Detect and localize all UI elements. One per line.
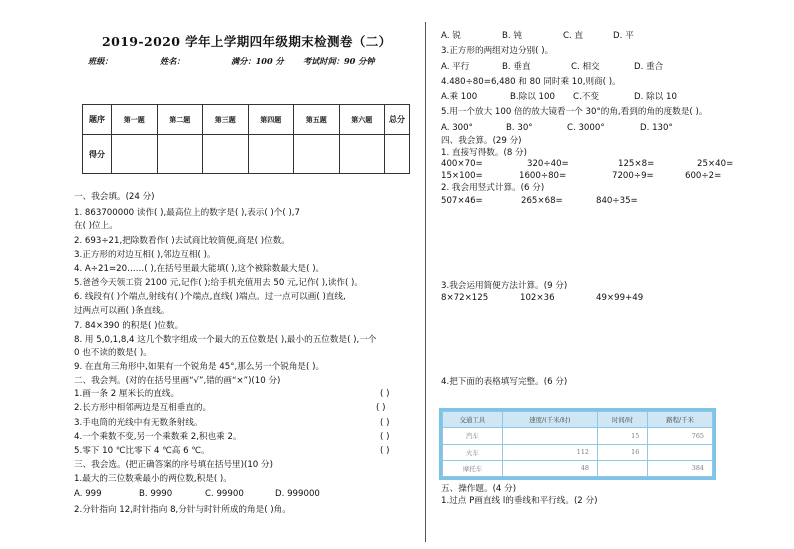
oral-calc: 125×8= [618,159,655,169]
judge-paren: ( ) [380,418,390,428]
choice-3-option-d: D. 重合 [634,62,664,72]
table-cell: 765 [648,428,713,444]
choice-4: 4.480÷80=6,480 和 80 同时乘 10,则商( )。 [441,77,621,87]
simple-calc: 8×72×125 [441,293,489,303]
question-3: 3.正方形的对边互相( ),邻边互相( )。 [74,250,216,260]
question-2: 2. 693÷21,把除数看作( )去试商比较简便,商是( )位数。 [74,236,290,246]
choice-2: 2.分针指向 12,时针指向 8,分针与时针所成的角是( )角。 [74,505,291,515]
choice-4-option-c: C.不变 [573,92,599,102]
judge-paren: ( ) [380,389,390,399]
score-header-cell: 第一题 [112,105,158,135]
table-cell[interactable] [598,460,648,476]
section-4-part-2: 2. 我会用竖式计算。(6 分) [441,183,545,193]
section-4-part-3: 3.我会运用简便方法计算。(9 分) [441,281,568,291]
judge-item: 4.一个乘数不变,另一个乘数乘 2,积也乘 2。 [74,432,242,442]
table-cell[interactable] [502,428,597,444]
column-divider [425,22,426,542]
oral-calc: 400×70= [441,159,483,169]
simple-calc: 102×36 [520,293,555,303]
choice-4-option-a: A.乘 100 [441,92,478,102]
full-score: 满分：100 分 [231,56,284,66]
table-cell: 48 [502,460,597,476]
choice-2-option-b: B. 钝 [502,31,522,41]
judge-item: 3.手电筒的光线中有无数条射线。 [74,418,203,428]
choice-3-option-c: C. 相交 [571,62,600,72]
score-table [82,104,410,174]
choice-5-option-a: A. 300° [441,123,473,133]
choice-3-option-b: B. 垂直 [502,62,531,72]
transport-table [439,408,716,480]
oral-calc: 7200÷9= [612,171,654,181]
table-header-cell: 时间/时 [598,412,648,428]
score-header-cell: 第四题 [248,105,294,135]
question-8-cont: 0 也不读的数是( )。 [74,348,152,358]
table-cell[interactable] [648,444,713,460]
score-cell[interactable] [157,135,203,174]
table-cell: 摩托车 [443,460,503,476]
score-header-cell: 第三题 [203,105,249,135]
judge-paren: ( ) [380,446,390,456]
simple-calc: 49×99+49 [596,293,644,303]
choice-2-option-a: A. 锐 [441,31,461,41]
question-9: 9. 在直角三角形中,如果有一个锐角是 45°,那么另一个锐角是( )。 [74,362,325,372]
section-1-title: 一、我会填。(24 分) [74,192,155,202]
question-1: 1. 863700000 读作( ),最高位上的数字是( ),表示( )个( ),7 [74,208,301,218]
score-header-cell: 第二题 [157,105,203,135]
choice-2-option-c: C. 直 [563,31,584,41]
table-cell: 火车 [443,444,503,460]
score-cell[interactable] [294,135,340,174]
score-cell[interactable] [112,135,158,174]
oral-calc: 25×40= [697,159,734,169]
section-3-title: 三、我会选。(把正确答案的序号填在括号里)(10 分) [74,460,273,470]
score-cell[interactable] [203,135,249,174]
page-title: 2019-2020 学年上学期四年级期末检测卷（二） [102,34,392,49]
oral-calc: 1600÷80= [519,171,567,181]
table-cell: 112 [502,444,597,460]
vertical-calc: 507×46= [441,196,483,206]
question-6: 6. 线段有( )个端点,射线有( )个端点,直线( )端点。过一点可以画( )直线, [74,292,346,302]
question-8: 8. 用 5,0,1,8,4 这几个数字组成一个最大的五位数是( ),最小的五位数是( ),一个 [74,335,377,345]
choice-5-option-b: B. 30° [506,123,533,133]
oral-calc: 600÷2= [685,171,722,181]
score-cell[interactable] [385,135,410,174]
class-label: 班级： [88,56,113,66]
table-header-cell: 路程/千米 [648,412,713,428]
section-2-title: 二、我会判。(对的在括号里画“√”,错的画“×”)(10 分) [74,376,281,386]
oral-calc: 320÷40= [527,159,569,169]
question-4: 4. A÷21=20……( ),在括号里最大能填( ),这个被除数最大是( )。 [74,264,325,274]
judge-item: 2.长方形中相邻两边是互相垂直的。 [74,403,212,413]
choice-1-option-c: C. 99900 [205,489,244,499]
score-cell[interactable] [248,135,294,174]
question-7: 7. 84×390 的积是( )位数。 [74,321,184,331]
table-header-cell: 交通工具 [443,412,503,428]
judge-paren: ( ) [376,403,386,413]
vertical-calc: 840÷35= [596,196,638,206]
choice-4-option-d: D. 除以 10 [634,92,677,102]
choice-3: 3.正方形的两组对边分别( )。 [441,46,554,56]
table-cell: 16 [598,444,648,460]
section-4-title: 四、我会算。(29 分) [441,136,522,146]
oral-calc: 15×100= [441,171,483,181]
score-header-cell: 第五题 [294,105,340,135]
table-cell: 15 [598,428,648,444]
question-1-cont: 在( )位上。 [74,221,118,231]
choice-1-option-b: B. 9990 [139,489,173,499]
choice-2-option-d: D. 平 [613,31,634,41]
score-row-label: 得分 [83,135,112,174]
choice-1: 1.最大的三位数乘最小的两位数,积是( )。 [74,474,232,484]
section-4-part-1: 1. 直接写得数。(8 分) [441,148,527,158]
section-5-title: 五、操作题。(4 分) [441,484,517,494]
choice-5-option-c: C. 3000° [567,123,605,133]
table-cell: 384 [648,460,713,476]
judge-item: 5.零下 10 ℃比零下 4 ℃高 6 ℃。 [74,446,210,456]
table-cell: 汽车 [443,428,503,444]
choice-5-option-d: D. 130° [640,123,673,133]
choice-1-option-a: A. 999 [74,489,102,499]
vertical-calc: 265×68= [521,196,563,206]
choice-5: 5.用一个放大 100 倍的放大镜看一个 30°的角,看到的角的度数是( )。 [441,107,708,117]
score-header-cell: 总分 [385,105,410,135]
section-4-part-4: 4.把下面的表格填写完整。(6 分) [441,377,568,387]
choice-3-option-a: A. 平行 [441,62,470,72]
score-header-cell: 题序 [83,105,112,135]
score-header-cell: 第六题 [339,105,385,135]
choice-1-option-d: D. 999000 [275,489,320,499]
question-5: 5.爸爸今天领工资 2100 元,记作( );给手机充值用去 50 元,记作( ),读作( )。 [74,278,363,288]
score-cell[interactable] [339,135,385,174]
table-header-cell: 速度/(千米/时) [502,412,597,428]
question-6-cont: 过两点可以画( )条直线。 [74,306,170,316]
judge-item: 1.画一条 2 厘米长的直线。 [74,389,180,399]
judge-paren: ( ) [380,432,390,442]
name-label: 姓名： [160,56,185,66]
choice-4-option-b: B.除以 100 [510,92,555,102]
exam-time: 考试时间：90 分钟 [303,56,375,66]
section-5-part-1: 1.过点 P画直线 l的垂线和平行线。(2 分) [441,496,598,506]
